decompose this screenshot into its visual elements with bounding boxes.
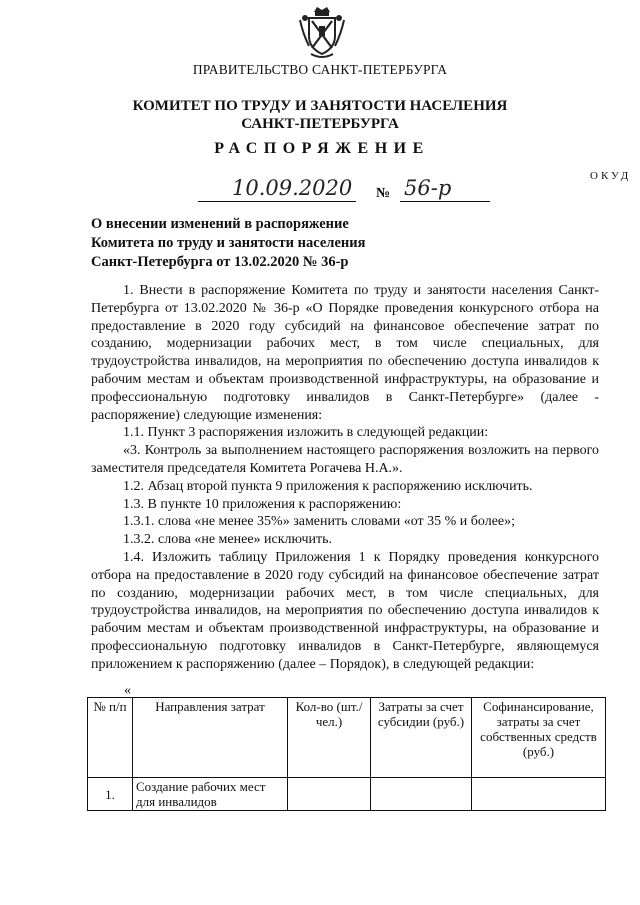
header-cofinancing: Софинансирование, затраты за счет собственных средств (руб.) — [472, 698, 606, 778]
cell-direction: Создание рабочих мест для инвалидов — [133, 778, 288, 811]
okud-label: ОКУД — [590, 170, 632, 182]
header-directions: Направления затрат — [133, 698, 288, 778]
quote-open-mark: « — [124, 683, 131, 698]
cell-subsidy — [371, 778, 472, 811]
document-number: 56-р — [404, 176, 452, 200]
document-subject — [91, 215, 411, 272]
cell-cofinancing — [472, 778, 606, 811]
paragraph-1-3-2: 1.3.2. слова «не менее» исключить. — [123, 532, 332, 548]
paragraph-1-3-1: 1.3.1. слова «не менее 35%» заменить словами «от 35 % и более»; — [123, 514, 516, 530]
date-underline — [198, 201, 356, 202]
government-title: ПРАВИТЕЛЬСТВО САНКТ-ПЕТЕРБУРГА — [192, 62, 448, 77]
number-underline — [400, 201, 490, 202]
coat-of-arms-icon — [297, 6, 347, 60]
header-subsidy-costs: Затраты за счет субсидии (руб.) — [371, 698, 472, 778]
document-date: 10.09.2020 — [232, 176, 353, 200]
paragraph-1-2: 1.2. Абзац второй пункта 9 приложения к распоряжению исключить. — [123, 478, 533, 494]
table-row — [88, 778, 606, 811]
table-header-row — [88, 698, 606, 778]
header-quantity: Кол-во (шт./чел.) — [288, 698, 371, 778]
paragraph-1-1: 1.1. Пункт 3 распоряжения изложить в следующей редакции: — [123, 425, 489, 441]
paragraph-1-4: 1.4. Изложить таблицу Приложения 1 к Порядку проведения конкурсного отбора на предоставление в 2020 году субсидий на финансовое обеспечение затрат по созданию, модернизации рабочих мест, в том числе специальных, для трудоустройства инвалидов, на мероприятия по обеспечению доступа инвалидов к рабочим местам и объектам производственной инфраструктуры, на образование и профессиональную подготовку инвалидов в Санкт-Петербурге, являющемуся приложением к распоряжению (далее – Порядок), в следующей редакции: — [91, 549, 599, 672]
committee-title-line1: КОМИТЕТ ПО ТРУДУ И ЗАНЯТОСТИ НАСЕЛЕНИЯ — [132, 98, 508, 114]
document-type: РАСПОРЯЖЕНИЕ — [214, 140, 430, 157]
document-body — [91, 282, 599, 674]
subject-line2: Комитета по труду и занятости населения — [91, 235, 366, 251]
paragraph-1: 1. Внести в распоряжение Комитета по труду и занятости населения Санкт-Петербурга от 13.02.2020 № 36-р «О Порядке проведения конкурсного отбора на предоставление в 2020 году субсидий на финансовое обеспечение затрат по созданию, модернизации рабочих мест, в том числе специальных, для трудоустройства инвалидов, на мероприятия по обеспечению доступа инвалидов к рабочим местам и объектам производственной инфраструктуры, на образование и профессиональную подготовку инвалидов в Санкт-Петербурге» (далее - распоряжение) следующие изменения: — [91, 283, 599, 423]
committee-title-line2: САНКТ-ПЕТЕРБУРГА — [241, 116, 399, 132]
cell-quantity — [288, 778, 371, 811]
committee-title — [0, 97, 640, 133]
number-sign: № — [376, 186, 391, 201]
costs-table — [87, 697, 606, 811]
subject-line1: О внесении изменений в распоряжение — [91, 216, 349, 232]
cell-number: 1. — [88, 778, 133, 811]
paragraph-1-3: 1.3. В пункте 10 приложения к распоряжению: — [123, 496, 402, 512]
paragraph-quote-3: «3. Контроль за выполнением настоящего распоряжения возложить на первого заместителя председателя Комитета Рогачева Н.А.». — [91, 443, 599, 476]
header-number: № п/п — [88, 698, 133, 778]
subject-line3: Санкт-Петербурга от 13.02.2020 № 36-р — [91, 254, 349, 270]
